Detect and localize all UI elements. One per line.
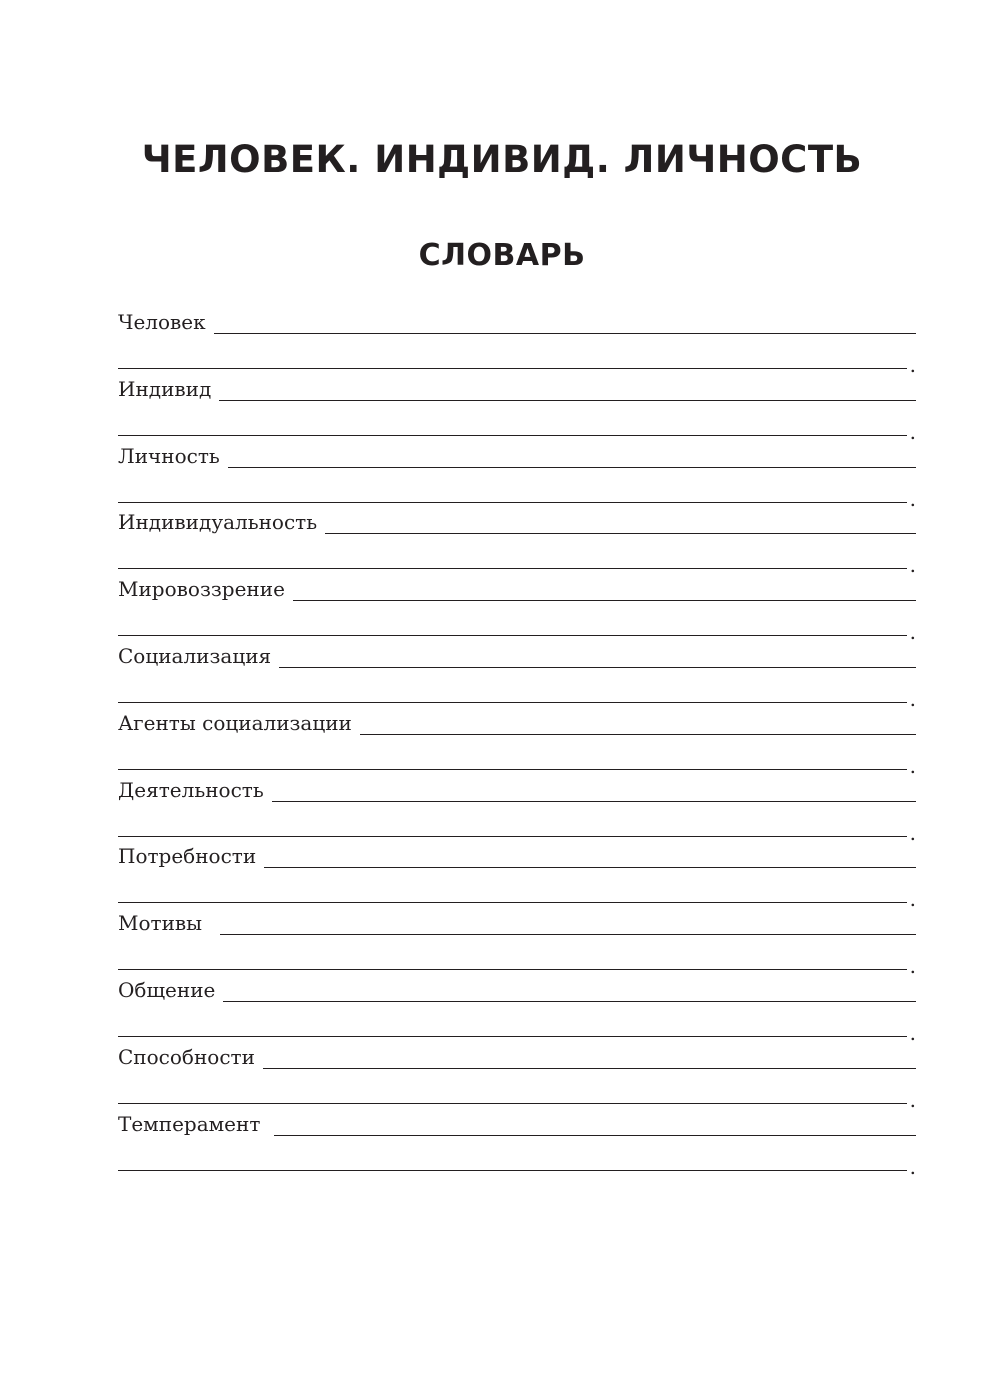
glossary-entry-lichnost: [118, 440, 916, 511]
answer-blank-line[interactable]: [118, 1081, 907, 1104]
end-period: .: [909, 753, 916, 778]
end-period: .: [909, 954, 916, 979]
end-period: .: [909, 553, 916, 578]
glossary-entry-deyatelnost: [118, 774, 916, 845]
answer-blank-line[interactable]: [118, 1014, 907, 1037]
answer-blank-line[interactable]: [118, 747, 907, 770]
answer-blank-line[interactable]: [360, 712, 916, 735]
glossary-entry-socializaciya: [118, 640, 916, 711]
answer-blank-line[interactable]: [279, 645, 916, 668]
term-label: Деятельность: [118, 777, 264, 802]
answer-blank-line[interactable]: [118, 480, 907, 503]
end-period: .: [909, 1154, 916, 1179]
answer-blank-line[interactable]: [263, 1046, 916, 1069]
answer-blank-line[interactable]: [293, 578, 916, 601]
glossary-list: [118, 306, 916, 1179]
end-period: .: [909, 1087, 916, 1112]
end-period: .: [909, 353, 916, 377]
glossary-entry-sposobnosti: [118, 1041, 916, 1112]
glossary-entry-obshchenie: [118, 974, 916, 1045]
end-period: .: [909, 419, 916, 444]
answer-blank-line[interactable]: [264, 845, 916, 868]
term-label: Мотивы: [118, 911, 203, 936]
answer-blank-line[interactable]: [325, 511, 916, 534]
answer-blank-line[interactable]: [118, 1148, 907, 1171]
term-label: Индивидуальность: [118, 510, 318, 535]
term-label: Личность: [118, 443, 220, 468]
term-label: Потребности: [118, 844, 257, 869]
answer-blank-line[interactable]: [118, 346, 907, 369]
term-label: Человек: [118, 310, 206, 334]
answer-blank-line[interactable]: [118, 947, 907, 970]
term-label: Общение: [118, 977, 216, 1002]
term-label: Индивид: [118, 376, 212, 401]
term-label: Способности: [118, 1044, 255, 1069]
end-period: .: [909, 620, 916, 645]
answer-blank-line[interactable]: [118, 880, 907, 903]
end-period: .: [909, 486, 916, 511]
answer-blank-line[interactable]: [118, 413, 907, 436]
answer-blank-line[interactable]: [118, 814, 907, 837]
glossary-entry-individualnost: [118, 506, 916, 578]
answer-blank-line[interactable]: [214, 311, 916, 334]
end-period: .: [909, 820, 916, 845]
end-period: .: [909, 887, 916, 912]
answer-blank-line[interactable]: [118, 613, 907, 636]
glossary-entry-chelovek: [118, 306, 916, 377]
answer-blank-line[interactable]: [272, 779, 916, 802]
answer-blank-line[interactable]: [228, 445, 916, 468]
answer-blank-line[interactable]: [274, 1113, 916, 1136]
end-period: .: [909, 686, 916, 711]
term-label: Социализация: [118, 643, 272, 668]
end-period: .: [909, 1020, 916, 1045]
answer-blank-line[interactable]: [118, 546, 907, 569]
term-label: Агенты социализации: [118, 710, 352, 735]
glossary-entry-temperament: [118, 1108, 916, 1179]
glossary-entry-motivy: [118, 907, 916, 979]
glossary-entry-mirovozzrenie: [118, 573, 916, 645]
glossary-entry-potrebnosti: [118, 840, 916, 912]
glossary-entry-agenty-socializacii: [118, 707, 916, 778]
answer-blank-line[interactable]: [118, 680, 907, 703]
term-label: Мировоззрение: [118, 577, 285, 602]
section-title: СЛОВАРЬ: [418, 238, 586, 273]
glossary-entry-individ: [118, 373, 916, 444]
answer-blank-line[interactable]: [223, 979, 916, 1002]
answer-blank-line[interactable]: [220, 912, 916, 935]
answer-blank-line[interactable]: [219, 378, 916, 401]
page-title: ЧЕЛОВЕК. ИНДИВИД. ЛИЧНОСТЬ: [141, 138, 863, 181]
term-label: Темперамент: [118, 1111, 261, 1136]
